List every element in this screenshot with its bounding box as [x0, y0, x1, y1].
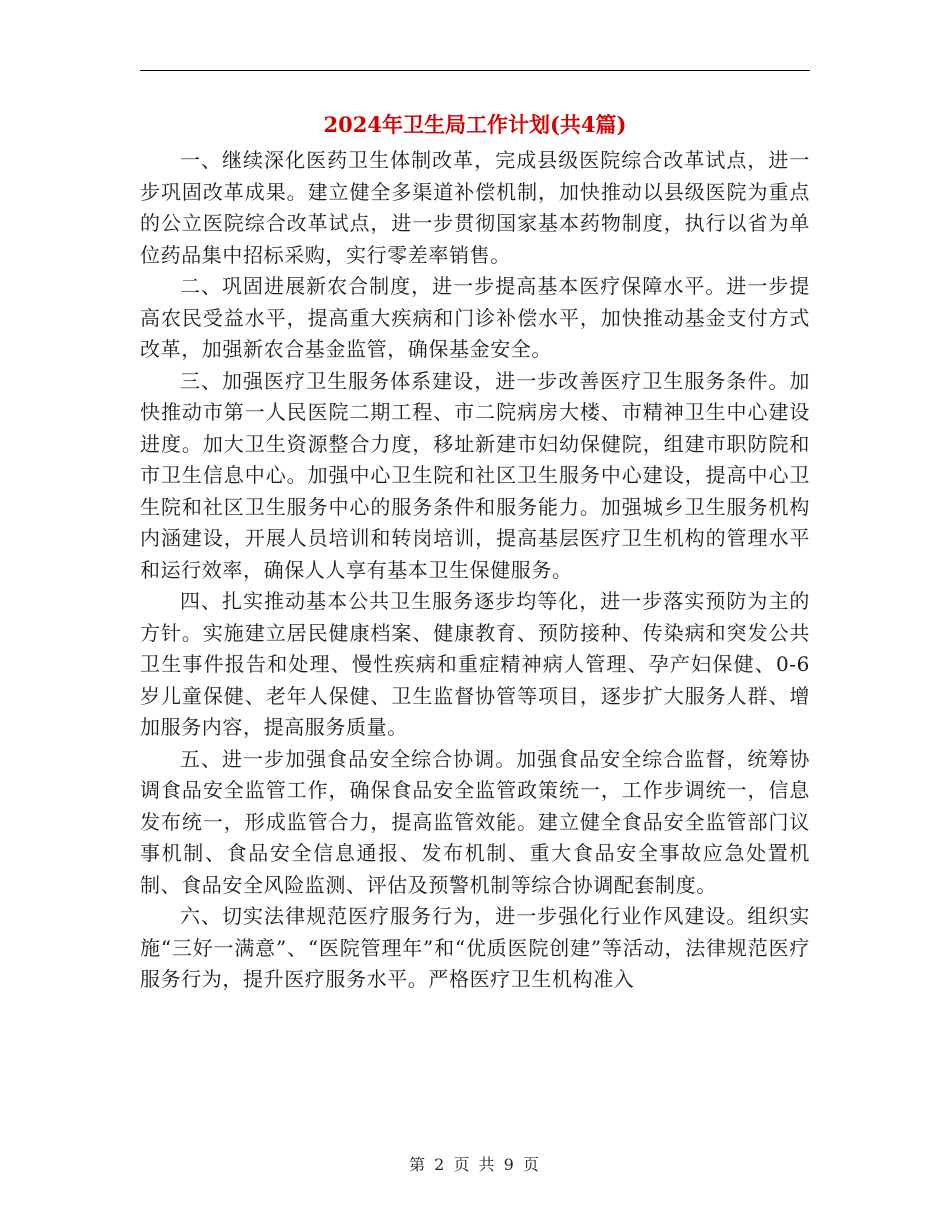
paragraph-1: 一、继续深化医药卫生体制改革，完成县级医院综合改革试点，进一步巩固改革成果。建立健全多渠道补偿机制，加快推动以县级医院为重点的公立医院综合改革试点，进一步贯彻国家基本药物制度，执行以省为单位药品集中招标采购，实行零差率销售。 — [140, 148, 810, 267]
paragraph-5: 五、进一步加强食品安全综合协调。加强食品安全综合监督，统筹协调食品安全监管工作，确保食品安全监管政策统一，工作步调统一，信息发布统一，形成监管合力，提高监管效能。建立健全食品安全监管部门议事机制、食品安全信息通报、发布机制、重大食品安全事故应急处置机制、食品安全风险监测、评估及预警机制等综合协调配套制度。 — [140, 746, 810, 897]
paragraph-3: 三、加强医疗卫生服务体系建设，进一步改善医疗卫生服务条件。加快推动市第一人民医院二期工程、市二院病房大楼、市精神卫生中心建设进度。加大卫生资源整合力度，移址新建市妇幼保健院，组建市职防院和市卫生信息中心。加强中心卫生院和社区卫生服务中心建设，提高中心卫生院和社区卫生服务中心的服务条件和服务能力。加强城乡卫生服务机构内涵建设，开展人员培训和转岗培训，提高基层医疗卫生机构的管理水平和运行效率，确保人人享有基本卫生保健服务。 — [140, 368, 810, 582]
paragraph-2: 二、巩固进展新农合制度，进一步提高基本医疗保障水平。进一步提高农民受益水平，提高重大疾病和门诊补偿水平，加快推动基金支付方式改革，加强新农合基金监管，确保基金安全。 — [140, 274, 810, 361]
paragraph-6: 六、切实法律规范医疗服务行为，进一步强化行业作风建设。组织实施“三好一满意”、“医院管理年”和“优质医院创建”等活动，法律规范医疗服务行为，提升医疗服务水平。严格医疗卫生机构准入 — [140, 904, 810, 991]
paragraph-4: 四、扎实推动基本公共卫生服务逐步均等化，进一步落实预防为主的方针。实施建立居民健康档案、健康教育、预防接种、传染病和突发公共卫生事件报告和处理、慢性疾病和重症精神病人管理、孕产妇保健、0-6岁儿童保健、老年人保健、卫生监督协管等项目，逐步扩大服务人群、增加服务内容，提高服务质量。 — [140, 589, 810, 739]
document-title: 2024年卫生局工作计划(共4篇) — [323, 112, 627, 137]
document-body — [140, 145, 810, 996]
header-rule — [140, 70, 810, 71]
page-number-footer: 第 2 页 共 9 页 — [409, 1155, 541, 1174]
